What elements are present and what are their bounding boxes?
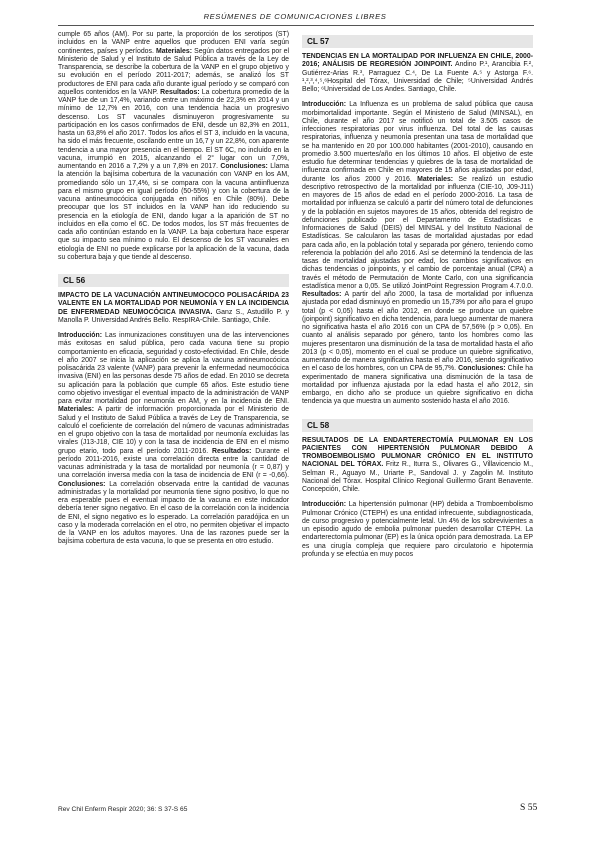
left-column [58, 31, 289, 547]
results-text: Durante el período 2011-2016, existe una correlación directa entre la cantidad de vacunas administrada y la tasa de mortalidad por neumonía (r = 0,87) y una correlación inversa media con la tasa de incidencia de ENI (r = -0,66). [58, 447, 289, 480]
materials-text: A partir de información proporcionada por el Ministerio de Salud y el Instituto de Salud Pública a través de Ley de Transparencia, se calculó el coeficiente de correlación del número de vacunas administradas en el grupo objetivo con la tasa de mortalidad por neumonía excluidas las virales (J13-J18, CIE 10) y con la tasa de incidencia de ENI en el mismo grupo etario, todo para el período 2011-2016. [58, 406, 289, 455]
abstract-label-cl58: CL 58 [302, 419, 533, 432]
results-label: Resultados: [211, 447, 252, 455]
header-rule [58, 25, 534, 26]
results-text: A partir del año 2000, la tasa de mortalidad por influenza ajustada por edad disminuyó en promedio un 15,73% por año para el grupo total (p < 0,05) hasta el año 2012, en donde se produce un quiebre (joinpoint) significativo en dicha tendencia, para luego aumentar de manera no significativa hasta el año 2016 con un CPA de 57,56% (p > 0,05). En cuanto al análisis separado por género, tanto los hombres como las mujeres presentaron una disminución de la tasa de mortalidad hasta el año 2013 (p < 0,05), momento en el cual se produce un quiebre significativo, aumentando de manera significativa hasta el año 2016, siendo significativo en el caso de los hombres, con un CPA de 95,7%. [302, 291, 533, 373]
abstract-title: RESULTADOS DE LA ENDARTERECTOMÍA PULMONAR EN LOS PACIENTES CON HIPERTENSIÓN PULMONAR DEBIDO A TROMBOEMBOLISMO PULMONAR CRÓNICO EN EL INSTITUTO NACIONAL DEL TÓRAX. [302, 436, 533, 469]
spacer [58, 325, 289, 332]
intro-label: Introducción: [302, 101, 347, 109]
conclusions-label: Conclusiones: [458, 365, 506, 373]
abstract-label-cl57: CL 57 [302, 35, 533, 48]
running-header: RESÚMENES DE COMUNICACIONES LIBRES [203, 12, 387, 21]
spacer [58, 262, 289, 274]
page-number: S 55 [520, 802, 538, 813]
materials-label: Materiales: [417, 175, 454, 183]
conclusions-text: La correlación observada entre la cantidad de vacunas administradas y la mortalidad por neumonía tiene signo positivo, lo que no era esperable pues el eventual impacto de la vacuna en este indicador debería tener signo negativo. En el caso de la correlación con la incidencia de ENI, el signo negativo es lo esperado. La correlación paradójica en un caso y la moderada correlación en el otro, no permiten objetivar el impacto de la VANP en los adultos mayores. Una de las razones puede ser la bajísima cobertura de esta vacuna, lo que se presenta en otro estudio. [58, 480, 289, 546]
journal-citation: Rev Chil Enferm Respir 2020; 36: S 37-S 65 [58, 806, 188, 813]
materials-text: Según datos entregados por el Ministerio de Salud y el Instituto de Salud Pública a través de la Ley de Transparencia, se describe la cobertura de la VANP en el grupo objetivo y su evolución en el período 2011-2017; además, se analizó los ST productores de ENI para cada año durante igual período y se comparó con aquellos contenidos en la VANP. [58, 47, 290, 96]
intro-text: La Influenza es un problema de salud pública que causa morbimortalidad importante. Según el Ministerio de Salud (MINSAL), en Chile, durante el año 2017 se notificó un total de 3.505 casos de infecciones respiratorias por virus influenza. Del total de las causas respiratorias, influenza y neumonía presentan una tasa de mortalidad que se ha mantenido en 20 por 100.000 habitantes (2001-2010), causando en promedio 3.500 muertes/año en los últimos 10 años. El objetivo de este estudio fue determinar tendencias y quiebres de la tasa de mortalidad de influenza confirmada en Chile en mayores de 15 años ajustadas por edad, durante los años 2000 y 2016. [302, 101, 533, 183]
abstract-heading-cl56 [58, 292, 289, 325]
abstract-body-cl56 [58, 332, 289, 547]
materials-text: Se realizó un estudio descriptivo retrospectivo de la mortalidad por influenza (CIE-10, J09-J11) en mayores de 15 años de edad en el período 2000-2016. La tasa de mortalidad por influenza se calculó a partir del número total de defunciones y de la población en sujetos mayores de 15 años, obtenida del registro de defunciones publicado por el Departamento de Estadísticas e Informaciones de Salud (DEIS) del MINSAL y del Instituto Nacional de Estadísticas. Se calcularon las tasas de mortalidad ajustadas por edad para cada año, en la población total y separada por género, teniendo como referencia la población del año 2016. Así se determinó la tendencia de las tasas de mortalidad ajustadas por edad, los cambios significativos en dichas tendencias o joinpoints, y el cambio de porcentaje anual (CPA) a través el método de Permutación de Monte Carlo, con una significancia estadística menor a 0,05. Se utilizó JointPoint Regression Program 4.7.0.0. [302, 175, 533, 290]
results-text: La cobertura promedio de la VANP fue de un 17,4%, variando entre un máximo de 22,3% en 2014 y un mínimo de 12,7% en 2016, con una tendencia hacia un progresivo descenso. Los ST vacunales disminuyeron progresivamente su participación en los casos confirmados de ENI, desde un 82,3% en 2011, hasta un 63,8% el año 2017. Todos los años el ST 3, incluido en la vacuna, ha sido el más frecuente, oscilando entre un 16,7 y un 22,8%, con aparente tendencia a una mayor presencia en el tiempo. El ST 6C, no incluido en la vacuna, irrumpió en 2015, alcanzando el 2° lugar con un 7,0%, aumentando en 2016 a 7,2% y a un 7,8% en 2017. [58, 88, 289, 170]
materials-label: Materiales: [155, 47, 192, 55]
abstract-authors: Ganz S., Astudillo P. y Manolla P. Universidad Andrés Bello. RespIRA-Chile. Santiago, Chile. [58, 308, 289, 324]
results-label: Resultados: [302, 291, 342, 298]
abstract-continuation [58, 31, 289, 262]
intro-text: Las inmunizaciones constituyen una de las intervenciones más exitosas en salud pública, pero cada vacuna tiene su propio comportamiento en eficacia, seguridad y costo-efectividad. En Chile, desde el año 2007 se inicia la aplicación se aplica la vacuna antineumocócica polisacárida 23 valente (VANP) para prevenir la enfermedad neumocócica invasiva (ENI) en las personas desde 75 años de edad. En 2010 se decreta su aplicación para la población que cumple 65 años. Este estudio tiene como objetivo investigar el eventual impacto de la administración de VANP para evitar mortalidad por neumonía en AM, y en la incidencia de ENI. [58, 332, 289, 405]
intro-text: La hipertensión pulmonar (HP) debida a Tromboembolismo Pulmonar Crónico (CTEPH) es una entidad infrecuente, subdiagnosticada, de curso progresivo y potencialmente letal. Un 4% de los sobrevivientes a un episodio agudo de embolia pulmonar pueden desarrollar CTEPH. La endarterectomía pulmonar (EP) es la única opción para demostrada. La EP es una cirugía compleja que requiere paro circulatorio e hipotermia profunda y se efectúa en muy pocos [302, 501, 533, 558]
abstract-body-cl57 [302, 101, 533, 406]
conclusions-text: Llama la atención la bajísima cobertura de la vacunación con VANP en los AM, promediando sólo un 17,4%, si se compara con la vacuna antiinfluenza para el mismo grupo en igual período (50-55%) y con la cobertura de la vacuna antineumocócica conjugada en niños en Chile (80%). Debe preocupar que los ST incluidos en la VANP han ido reduciendo su presencia en la etiología de ENI, dando lugar a la aparición de ST no incluidos en ella como el 6C. De todos modos, los ST más frecuentes de cada año continúan estando en la VANP. La baja cobertura hace esperar que su impacto sea mínimo o nulo. El descenso de los ST vacunales en etiología de ENI no puede explicarse por la aplicación de la vacuna, dada su cobertura baja y que tiende al descenso. [58, 163, 290, 261]
abstract-heading-cl57 [302, 53, 533, 94]
spacer [302, 94, 533, 101]
conclusions-label: Conclusiones: [220, 163, 268, 170]
right-column [302, 35, 533, 559]
spacer [302, 494, 533, 501]
abstract-title: TENDENCIAS EN LA MORTALIDAD POR INFLUENZA EN CHILE, 2000-2016; ANÁLISIS DE REGRESIÓN JOINPOINT. [302, 53, 533, 69]
abstract-title: IMPACTO DE LA VACUNACIÓN ANTINEUMOCOCO POLISACÁRIDA 23 VALENTE EN LA MORTALIDAD POR NEUMONÍA Y EN LA INCIDENCIA DE ENFERMEDAD NEUMOCÓCICA INVASIVA. [58, 292, 289, 316]
intro-label: Introducción: [58, 332, 103, 339]
abstract-label-cl56: CL 56 [58, 274, 289, 287]
continuation-text: cumple 65 años (AM). Por su parte, la proporción de los serotipos (ST) incluidos en la VANP entre aquellos que producen ENI varía según continentes, países y períodos. [58, 31, 289, 55]
results-label: Resultados: [160, 88, 200, 96]
abstract-body-cl58 [302, 501, 533, 559]
intro-label: Introducción: [302, 501, 347, 509]
materials-label: Materiales: [58, 406, 95, 414]
conclusions-label: Conclusiones: [58, 480, 106, 488]
conclusions-text: Chile ha experimentado de manera significativa una disminución de la tasa de mortalidad por influenza ajustada por la edad hasta el año 2012, sin embargo, en dicho año se produce un quiebre significativo en dicha tendencia ya que muestra un aumento sostenido hasta el año 2016. [302, 365, 533, 406]
abstract-heading-cl58 [302, 437, 533, 495]
abstract-authors: Fritz R., Iturra S., Olivares G., Villavicencio M., Selman R., Aguayo M., Uriarte P., Sandoval J. y Zagolin M. Instituto Nacional del Tórax. Hospital Clínico Regional Guillermo Grant Benavente. Concepción, Chile. [302, 461, 533, 493]
abstract-authors: Andino P.¹, Arancibia F.², Gutiérrez-Arias R.³, Parraguez C.⁴, De La Fuente A.⁵ y Astorga F.⁶. ¹,²,³,⁴,⁵,⁶Hospital del Tórax, Universidad de Chile; ⁵Universidad Andrés Bello; ⁶Universidad de Los Andes. Santiago, Chile. [302, 61, 533, 93]
spacer [302, 407, 533, 419]
